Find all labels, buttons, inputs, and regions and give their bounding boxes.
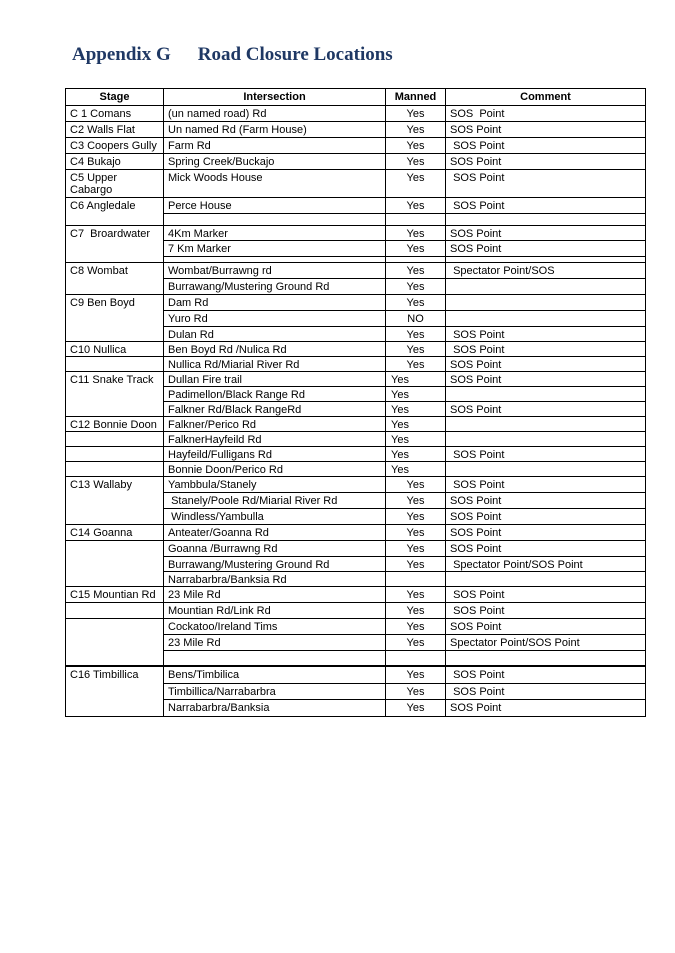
- manned-cell: Yes: [386, 417, 446, 432]
- stage-cell: C15 Mountian Rd: [66, 587, 164, 603]
- comment-cell: SOS Point: [446, 327, 646, 342]
- comment-cell: [446, 279, 646, 295]
- manned-cell: Yes: [386, 587, 446, 603]
- comment-cell: SOS Point: [446, 138, 646, 154]
- table-row: [66, 541, 646, 557]
- intersection-cell: 23 Mile Rd: [164, 635, 386, 651]
- table-row: [66, 170, 646, 198]
- comment-cell: [446, 432, 646, 447]
- comment-cell: [446, 295, 646, 311]
- comment-cell: SOS Point: [446, 402, 646, 417]
- intersection-cell: Yuro Rd: [164, 311, 386, 327]
- stage-cell: C12 Bonnie Doon: [66, 417, 164, 432]
- intersection-cell: Stanely/Poole Rd/Miarial River Rd: [164, 493, 386, 509]
- stage-cell: [66, 603, 164, 619]
- manned-cell: Yes: [386, 170, 446, 198]
- manned-cell: Yes: [386, 541, 446, 557]
- column-header-manned: Manned: [386, 89, 446, 106]
- comment-cell: SOS Point: [446, 541, 646, 557]
- comment-cell: [446, 417, 646, 432]
- title-text: Road Closure Locations: [197, 44, 393, 65]
- manned-cell: [386, 651, 446, 666]
- intersection-cell: Mountian Rd/Link Rd: [164, 603, 386, 619]
- comment-cell: SOS Point: [446, 226, 646, 241]
- intersection-cell: (un named road) Rd: [164, 106, 386, 122]
- manned-cell: Yes: [386, 226, 446, 241]
- table-row: [66, 342, 646, 357]
- comment-cell: Spectator Point/SOS Point: [446, 635, 646, 651]
- intersection-cell: FalknerHayfeild Rd: [164, 432, 386, 447]
- table-row: [66, 122, 646, 138]
- comment-cell: [446, 311, 646, 327]
- intersection-cell: [164, 651, 386, 666]
- manned-cell: [386, 572, 446, 587]
- table-row: [66, 447, 646, 462]
- stage-cell: [66, 432, 164, 447]
- table-row: [66, 619, 646, 635]
- comment-cell: SOS Point: [446, 700, 646, 717]
- stage-cell: C3 Coopers Gully: [66, 138, 164, 154]
- intersection-cell: Mick Woods House: [164, 170, 386, 198]
- stage-cell: C5 Upper Cabargo: [66, 170, 164, 198]
- comment-cell: SOS Point: [446, 493, 646, 509]
- intersection-cell: Nullica Rd/Miarial River Rd: [164, 357, 386, 372]
- comment-cell: SOS Point: [446, 198, 646, 214]
- manned-cell: NO: [386, 311, 446, 327]
- stage-cell: C16 Timbillica: [66, 667, 164, 717]
- stage-cell: C9 Ben Boyd: [66, 295, 164, 342]
- stage-cell: C 1 Comans: [66, 106, 164, 122]
- intersection-cell: Bonnie Doon/Perico Rd: [164, 462, 386, 477]
- table-row: [66, 525, 646, 541]
- intersection-cell: Burrawang/Mustering Ground Rd: [164, 279, 386, 295]
- stage-cell: [66, 462, 164, 477]
- manned-cell: Yes: [386, 372, 446, 387]
- intersection-cell: Dam Rd: [164, 295, 386, 311]
- manned-cell: Yes: [386, 525, 446, 541]
- stage-cell: C4 Bukajo: [66, 154, 164, 170]
- comment-cell: SOS Point: [446, 122, 646, 138]
- table-row: [66, 138, 646, 154]
- table-row: [66, 357, 646, 372]
- table-header-row: [66, 89, 646, 106]
- manned-cell: Yes: [386, 557, 446, 572]
- table-row: [66, 106, 646, 122]
- intersection-cell: Spring Creek/Buckajo: [164, 154, 386, 170]
- table-row: [66, 587, 646, 603]
- intersection-cell: Hayfeild/Fulligans Rd: [164, 447, 386, 462]
- intersection-cell: Goanna /Burrawng Rd: [164, 541, 386, 557]
- stage-cell: C8 Wombat: [66, 263, 164, 295]
- manned-cell: Yes: [386, 493, 446, 509]
- table-row: [66, 226, 646, 241]
- stage-cell: C14 Goanna: [66, 525, 164, 541]
- comment-cell: SOS Point: [446, 170, 646, 198]
- stage-cell: C6 Angledale: [66, 198, 164, 226]
- stage-cell: [66, 619, 164, 666]
- stage-cell: [66, 357, 164, 372]
- manned-cell: Yes: [386, 603, 446, 619]
- intersection-cell: Falkner/Perico Rd: [164, 417, 386, 432]
- manned-cell: Yes: [386, 241, 446, 257]
- comment-cell: SOS Point: [446, 684, 646, 700]
- table-row: [66, 198, 646, 214]
- table-row: [66, 154, 646, 170]
- manned-cell: Yes: [386, 357, 446, 372]
- comment-cell: SOS Point: [446, 357, 646, 372]
- intersection-cell: 23 Mile Rd: [164, 587, 386, 603]
- intersection-cell: Ben Boyd Rd /Nulica Rd: [164, 342, 386, 357]
- road-closure-table-continued: [65, 666, 646, 717]
- stage-cell: C13 Wallaby: [66, 477, 164, 525]
- manned-cell: Yes: [386, 667, 446, 684]
- intersection-cell: Dullan Fire trail: [164, 372, 386, 387]
- table-row: [66, 462, 646, 477]
- manned-cell: Yes: [386, 387, 446, 402]
- comment-cell: SOS Point: [446, 372, 646, 387]
- manned-cell: Yes: [386, 198, 446, 214]
- comment-cell: SOS Point: [446, 587, 646, 603]
- intersection-cell: Un named Rd (Farm House): [164, 122, 386, 138]
- comment-cell: SOS Point: [446, 342, 646, 357]
- manned-cell: Yes: [386, 635, 446, 651]
- stage-cell: [66, 541, 164, 587]
- intersection-cell: Narrabarbra/Banksia Rd: [164, 572, 386, 587]
- comment-cell: Spectator Point/SOS Point: [446, 557, 646, 572]
- manned-cell: Yes: [386, 684, 446, 700]
- stage-cell: C10 Nullica: [66, 342, 164, 357]
- comment-cell: [446, 462, 646, 477]
- table-body: [66, 667, 646, 717]
- stage-cell: C7 Broardwater: [66, 226, 164, 263]
- comment-cell: [446, 572, 646, 587]
- manned-cell: Yes: [386, 263, 446, 279]
- comment-cell: SOS Point: [446, 106, 646, 122]
- comment-cell: SOS Point: [446, 447, 646, 462]
- manned-cell: Yes: [386, 700, 446, 717]
- table-header-row: [66, 89, 646, 106]
- comment-cell: [446, 387, 646, 402]
- manned-cell: Yes: [386, 279, 446, 295]
- manned-cell: Yes: [386, 432, 446, 447]
- intersection-cell: Farm Rd: [164, 138, 386, 154]
- comment-cell: SOS Point: [446, 667, 646, 684]
- intersection-cell: Windless/Yambulla: [164, 509, 386, 525]
- comment-cell: SOS Point: [446, 477, 646, 493]
- manned-cell: Yes: [386, 477, 446, 493]
- stage-cell: C11 Snake Track: [66, 372, 164, 417]
- manned-cell: Yes: [386, 619, 446, 635]
- table-row: [66, 477, 646, 493]
- manned-cell: Yes: [386, 106, 446, 122]
- manned-cell: Yes: [386, 342, 446, 357]
- intersection-cell: 4Km Marker: [164, 226, 386, 241]
- comment-cell: Spectator Point/SOS: [446, 263, 646, 279]
- manned-cell: Yes: [386, 447, 446, 462]
- column-header-comment: Comment: [446, 89, 646, 106]
- manned-cell: Yes: [386, 138, 446, 154]
- comment-cell: SOS Point: [446, 241, 646, 257]
- table-row: [66, 432, 646, 447]
- manned-cell: Yes: [386, 402, 446, 417]
- road-closure-table: [65, 88, 646, 666]
- comment-cell: SOS Point: [446, 154, 646, 170]
- manned-cell: Yes: [386, 122, 446, 138]
- table-row: [66, 295, 646, 311]
- comment-cell: SOS Point: [446, 603, 646, 619]
- intersection-cell: Timbillica/Narrabarbra: [164, 684, 386, 700]
- column-header-intersection: Intersection: [164, 89, 386, 106]
- table-row: [66, 372, 646, 387]
- manned-cell: Yes: [386, 509, 446, 525]
- appendix-label: Appendix G: [72, 44, 171, 65]
- intersection-cell: Anteater/Goanna Rd: [164, 525, 386, 541]
- intersection-cell: Falkner Rd/Black RangeRd: [164, 402, 386, 417]
- manned-cell: Yes: [386, 462, 446, 477]
- comment-cell: SOS Point: [446, 509, 646, 525]
- intersection-cell: Yambbula/Stanely: [164, 477, 386, 493]
- manned-cell: [386, 214, 446, 226]
- manned-cell: Yes: [386, 154, 446, 170]
- table-row: [66, 417, 646, 432]
- intersection-cell: Burrawang/Mustering Ground Rd: [164, 557, 386, 572]
- table-row: [66, 603, 646, 619]
- intersection-cell: Cockatoo/Ireland Tims: [164, 619, 386, 635]
- intersection-cell: Perce House: [164, 198, 386, 214]
- intersection-cell: Narrabarbra/Banksia: [164, 700, 386, 717]
- intersection-cell: Bens/Timbilica: [164, 667, 386, 684]
- manned-cell: Yes: [386, 327, 446, 342]
- comment-cell: [446, 214, 646, 226]
- page-title: [72, 44, 393, 66]
- intersection-cell: 7 Km Marker: [164, 241, 386, 257]
- intersection-cell: Padimellon/Black Range Rd: [164, 387, 386, 402]
- intersection-cell: [164, 214, 386, 226]
- comment-cell: SOS Point: [446, 525, 646, 541]
- manned-cell: Yes: [386, 295, 446, 311]
- table-row: [66, 667, 646, 684]
- column-header-stage: Stage: [66, 89, 164, 106]
- table-body: [66, 106, 646, 666]
- table-row: [66, 263, 646, 279]
- intersection-cell: Dulan Rd: [164, 327, 386, 342]
- stage-cell: [66, 447, 164, 462]
- intersection-cell: Wombat/Burrawng rd: [164, 263, 386, 279]
- comment-cell: SOS Point: [446, 619, 646, 635]
- stage-cell: C2 Walls Flat: [66, 122, 164, 138]
- comment-cell: [446, 651, 646, 666]
